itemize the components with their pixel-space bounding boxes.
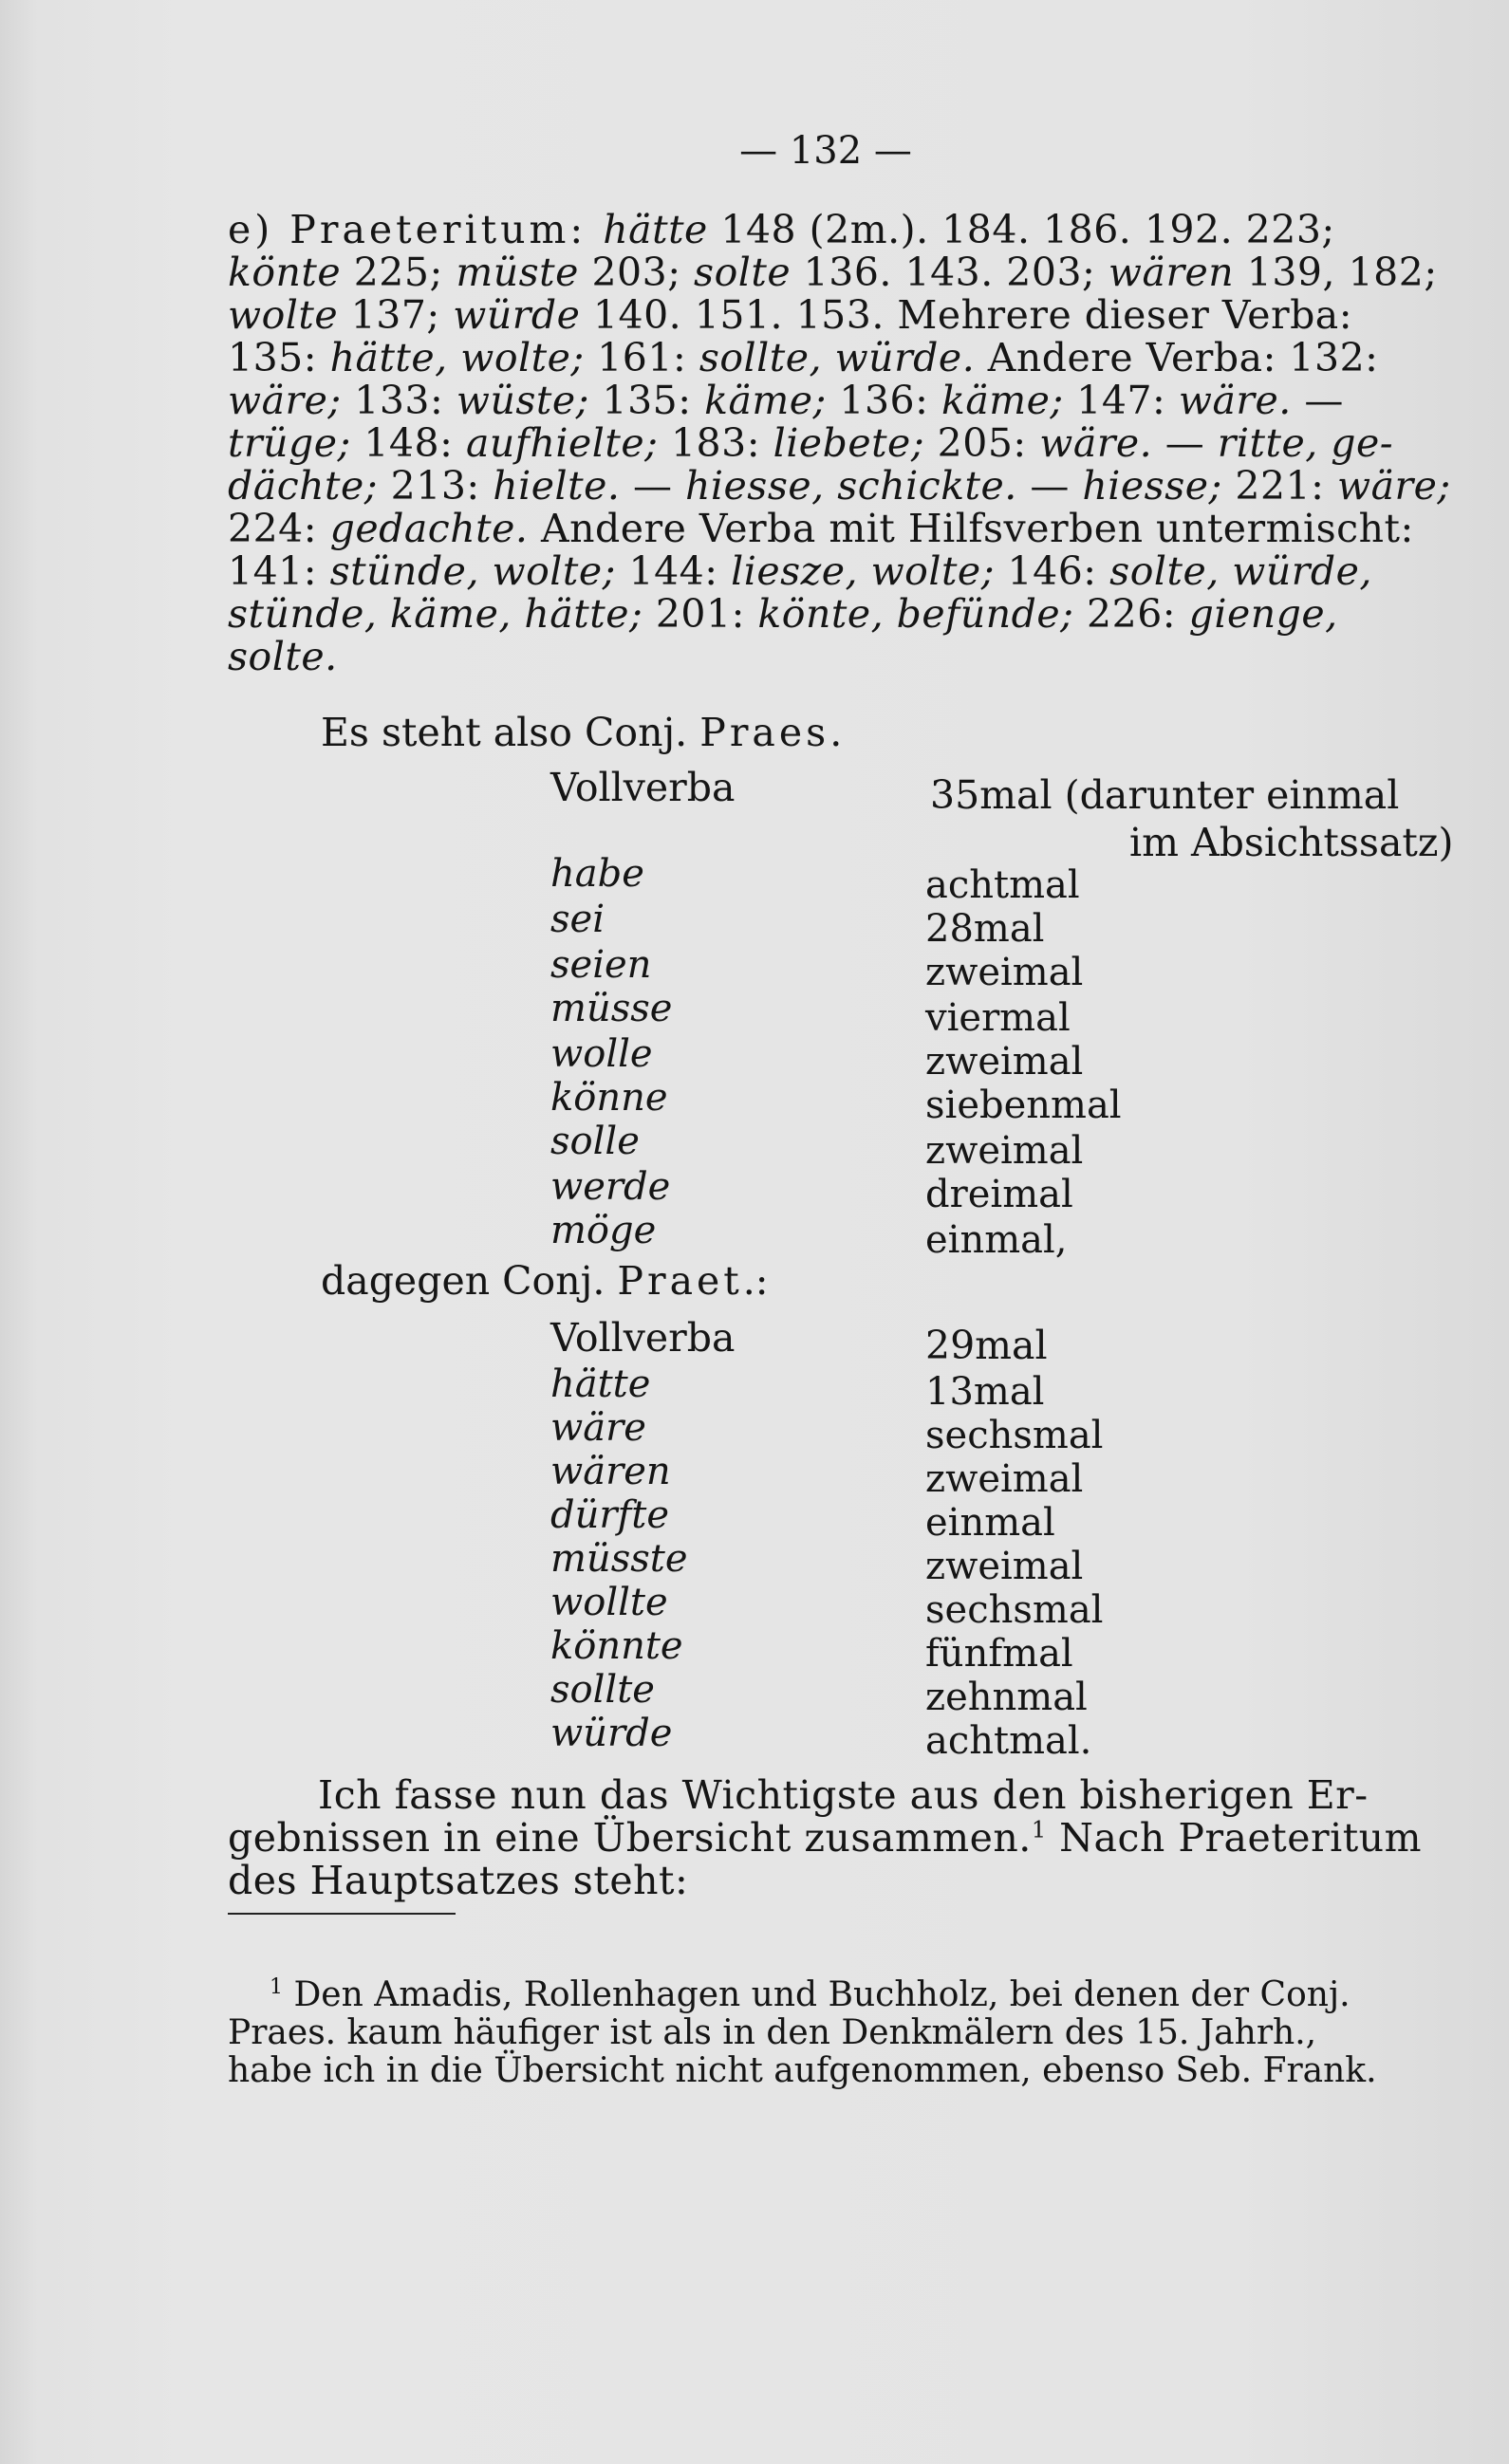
verb: wüste; <box>456 378 589 423</box>
paragraph-e-line-2 <box>228 250 1438 295</box>
praes-header-count: 35mal (darunter einmal <box>930 772 1400 818</box>
text: Nach Praeteritum <box>1046 1815 1422 1861</box>
verb: gienge, <box>1188 591 1338 637</box>
verb: wäre. <box>1039 420 1153 466</box>
text: Praet <box>617 1258 743 1304</box>
paragraph-e-line-6 <box>228 420 1414 466</box>
summary-line-2 <box>228 1815 1422 1861</box>
praet-row-word: müsste <box>550 1537 688 1581</box>
praes-row-count: viermal <box>925 996 1071 1040</box>
text: 140. 151. 153. Mehrere dieser Verba: <box>580 292 1353 338</box>
praes-row-count: einmal, <box>925 1218 1068 1262</box>
praet-row-word: könnte <box>550 1624 683 1668</box>
verb: liebete; <box>773 420 925 466</box>
praes-row-word: solle <box>550 1120 640 1163</box>
verb: hielte. <box>493 463 621 509</box>
text: 203; <box>578 250 695 295</box>
praes-row-word: seien <box>550 943 652 987</box>
paragraph-e-line-8 <box>228 506 1414 551</box>
text: 135: <box>588 378 705 423</box>
praes-row-word: möge <box>550 1209 657 1252</box>
verb: käme; <box>941 378 1064 423</box>
praet-intro <box>321 1258 769 1304</box>
text: 148: <box>350 420 466 466</box>
text: .: <box>742 1258 769 1304</box>
verb: käme; <box>704 378 827 423</box>
text: — <box>1016 463 1083 509</box>
praet-row-count: zehnmal <box>925 1676 1088 1719</box>
praet-row-count: zweimal <box>925 1545 1084 1588</box>
text: — <box>1152 420 1218 466</box>
praet-row-word: sollte <box>550 1668 655 1712</box>
text: — <box>620 463 686 509</box>
verb: wäre; <box>1336 463 1451 509</box>
text: 139, 182; <box>1234 250 1438 295</box>
verb: dächte; <box>228 463 379 509</box>
text: Praes <box>699 710 830 755</box>
praet-header-count: 29mal <box>925 1323 1048 1368</box>
text: Andere Verba mit Hilfsverben untermischt: <box>528 506 1414 551</box>
paragraph-e-line-7 <box>228 463 1451 509</box>
summary-line-3: des Hauptsatzes steht: <box>228 1858 689 1903</box>
verb: solte, würde, <box>1109 548 1372 594</box>
praet-row-count: 13mal <box>925 1370 1045 1414</box>
text: 205: <box>924 420 1040 466</box>
paragraph-e-line-3 <box>228 292 1414 338</box>
text: 225; <box>341 250 456 295</box>
summary-line-1: Ich fasse nun das Wichtigste aus den bisherigen Er- <box>318 1772 1369 1818</box>
praet-row-count: einmal <box>925 1501 1055 1545</box>
text: gebnissen in eine Übersicht zusammen. <box>228 1815 1032 1861</box>
text: 136: <box>826 378 941 423</box>
footnote-line-2: Praes. kaum häufiger ist als in den Denkmälern des 15. Jahrh., <box>228 2013 1317 2052</box>
paragraph-e-line-9 <box>228 548 1414 594</box>
text: 224: <box>228 506 330 551</box>
footnote-line-3: habe ich in die Übersicht nicht aufgenommen, ebenso Seb. Frank. <box>228 2051 1377 2090</box>
text: 148 (2m.). 184. 186. 192. 223; <box>707 207 1335 252</box>
praet-row-word: wäre <box>550 1406 646 1450</box>
verb: könte <box>228 250 342 295</box>
paragraph-e-line-1 <box>228 207 1414 252</box>
text: 213: <box>378 463 494 509</box>
verb: aufhielte; <box>465 420 659 466</box>
praes-row-count: zweimal <box>925 1040 1084 1084</box>
verb: würde <box>453 292 581 338</box>
verb: hiesse; <box>1082 463 1222 509</box>
verb: wolte <box>228 292 339 338</box>
verb: wären <box>1108 250 1235 295</box>
paragraph-e-line-4 <box>228 335 1414 380</box>
praes-row-count: siebenmal <box>925 1084 1122 1127</box>
praet-row-count: zweimal <box>925 1457 1084 1501</box>
footnote-reference: 1 <box>1031 1816 1047 1843</box>
praes-row-count: achtmal <box>925 863 1080 907</box>
verb: sollte, würde. <box>699 335 976 380</box>
praes-row-count: zweimal <box>925 951 1084 994</box>
page-number: — 132 — <box>739 129 912 173</box>
text: — <box>1291 378 1344 423</box>
verb: stünde, käme, hätte; <box>228 591 643 637</box>
paragraph-e-line-11 <box>228 634 1414 679</box>
praes-row-count: dreimal <box>925 1173 1073 1216</box>
verb: hätte <box>603 207 708 252</box>
praes-intro <box>321 710 843 755</box>
text: Andere Verba: 132: <box>975 335 1379 380</box>
praes-row-count: zweimal <box>925 1129 1084 1173</box>
verb: trüge; <box>228 420 351 466</box>
praes-row-word: habe <box>550 852 644 896</box>
text: 201: <box>643 591 758 637</box>
praet-row-word: würde <box>550 1712 673 1755</box>
praet-header-word: Vollverba <box>550 1315 736 1361</box>
verb: solte <box>694 250 792 295</box>
praet-row-count: sechsmal <box>925 1414 1104 1457</box>
paragraph-e-line-5 <box>228 378 1414 423</box>
verb: solte. <box>228 634 338 679</box>
text: dagegen Conj. <box>321 1258 618 1304</box>
praet-row-word: dürfte <box>550 1493 670 1537</box>
verb: wäre. <box>1178 378 1292 423</box>
text: . <box>829 710 843 755</box>
text: 141: <box>228 548 330 594</box>
verb: wäre; <box>228 378 342 423</box>
text: 221: <box>1221 463 1337 509</box>
text: Den Amadis, Rollenhagen und Buchholz, bei denen der Conj. <box>283 1975 1351 2014</box>
text: 136. 143. 203; <box>791 250 1108 295</box>
text: 226: <box>1073 591 1189 637</box>
text: 161: <box>584 335 699 380</box>
verb: ritte, ge- <box>1217 420 1394 466</box>
praes-header-count-cont: im Absichtssatz) <box>1129 820 1454 865</box>
praes-row-word: müsse <box>550 987 673 1030</box>
text: 135: <box>228 335 330 380</box>
footnote-marker: 1 <box>270 1975 283 1999</box>
praet-row-count: achtmal. <box>925 1719 1092 1763</box>
praes-row-word: werde <box>550 1165 671 1209</box>
praes-header-word: Vollverba <box>550 765 736 810</box>
text: e) Praeteritum: <box>228 207 604 252</box>
praet-row-word: hätte <box>550 1362 651 1406</box>
text: 144: <box>615 548 732 594</box>
verb: hätte, wolte; <box>329 335 585 380</box>
footnote-rule <box>228 1913 456 1915</box>
verb: liesze, wolte; <box>731 548 996 594</box>
praet-row-count: sechsmal <box>925 1588 1104 1632</box>
praet-row-word: wollte <box>550 1581 668 1624</box>
text: 183: <box>658 420 773 466</box>
verb: müste <box>456 250 579 295</box>
footnote-line-1 <box>270 1975 1351 2014</box>
text: Es steht also Conj. <box>321 710 700 755</box>
praes-row-word: sei <box>550 898 605 941</box>
praet-row-word: wären <box>550 1450 671 1493</box>
praes-row-word: wolle <box>550 1032 653 1076</box>
verb: stünde, wolte; <box>329 548 616 594</box>
verb: hiesse, schickte. <box>685 463 1017 509</box>
praes-row-word: könne <box>550 1076 668 1120</box>
verb: gedachte. <box>329 506 529 551</box>
text: 137; <box>338 292 454 338</box>
text: 146: <box>995 548 1110 594</box>
text: 147: <box>1063 378 1179 423</box>
text: 133: <box>341 378 456 423</box>
praet-row-count: fünfmal <box>925 1632 1073 1676</box>
praes-row-count: 28mal <box>925 907 1045 951</box>
paragraph-e-line-10 <box>228 591 1414 637</box>
verb: könte, befünde; <box>757 591 1074 637</box>
